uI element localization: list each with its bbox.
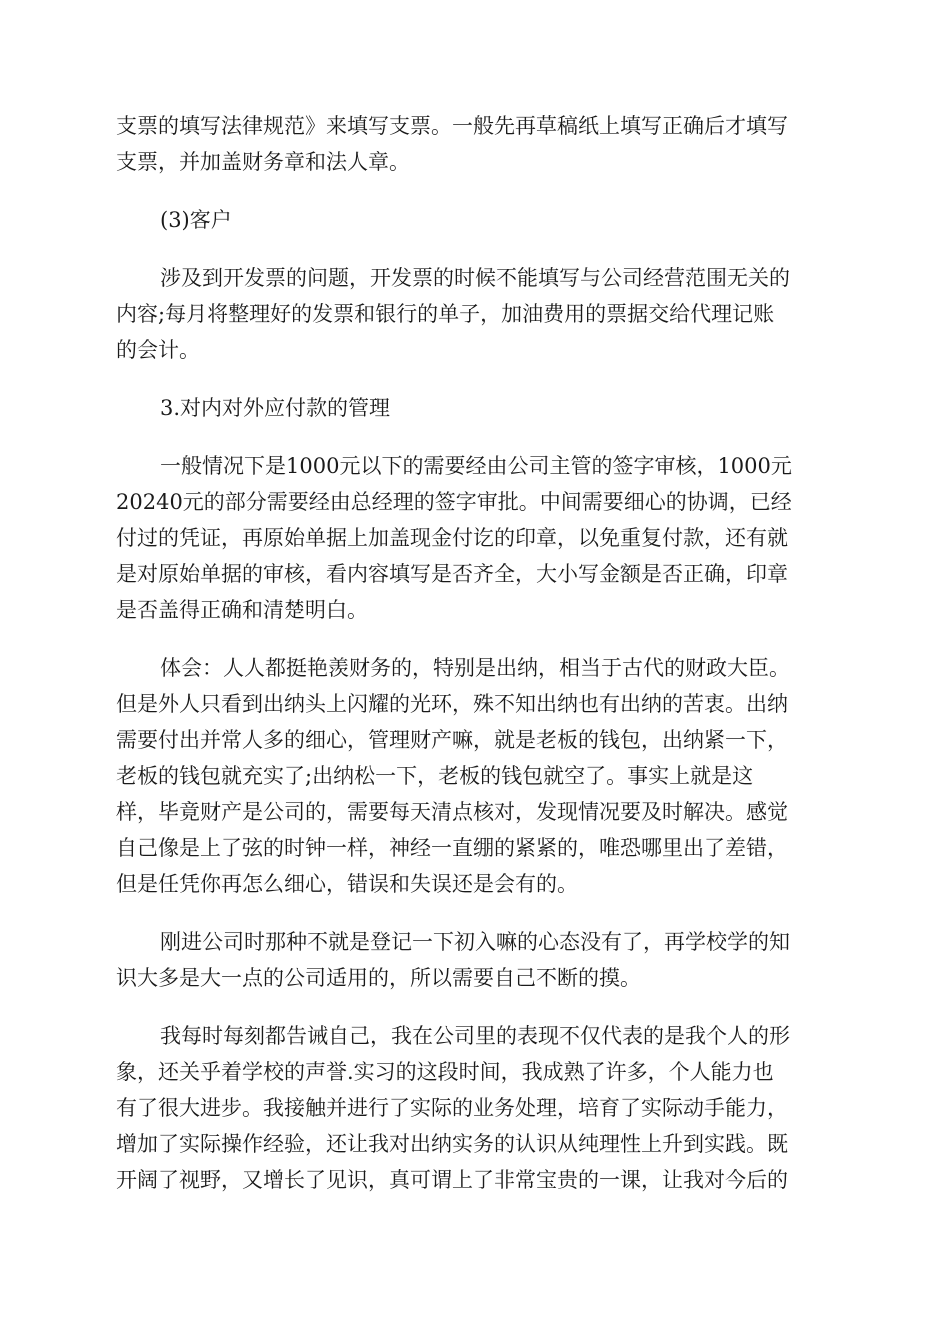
heading-payables: 3.对内对外应付款的管理 — [160, 396, 391, 420]
document-body — [116, 108, 832, 1220]
paragraph-invoice: 涉及到开发票的问题，开发票的时候不能填写与公司经营范围无关的 内容;每月将整理好的发票和银行的单子，加油费用的票据交给代理记账 的会计。 — [116, 266, 790, 362]
paragraph-approval: 一般情况下是1000元以下的需要经由公司主管的签字审核，1000元 20240元的部分需要经由总经理的签字审批。中间需要细心的协调，已经 付过的凭证，再原始单据上加盖现金付讫的印章，以免重复付款，还有就 是对原始单据的审核，看内容填写是否齐全，大小写金额是否正确，印章 是否盖得正确和清楚明白。 — [116, 454, 792, 622]
paragraph-growth: 我每时每刻都告诫自己，我在公司里的表现不仅代表的是我个人的形 象，还关乎着学校的声誉.实习的这段时间，我成熟了许多，个人能力也 有了很大进步。我接触并进行了实际的业务处理，培育了实际动手能力， 增加了实际操作经验，还让我对出纳实务的认识从纯理性上升到实践。既 开阔了视野，又增长了见识，真可谓上了非常宝贵的一课，让我对今后的 — [116, 1024, 790, 1192]
paragraph-check-writing: 支票的填写法律规范》来填写支票。一般先再草稿纸上填写正确后才填写 支票，并加盖财务章和法人章。 — [116, 114, 788, 174]
heading-customer: (3)客户 — [160, 208, 232, 232]
paragraph-mindset: 刚进公司时那种不就是登记一下初入嘛的心态没有了，再学校学的知 识大多是大一点的公司适用的，所以需要自己不断的摸。 — [116, 930, 790, 990]
paragraph-reflection: 体会：人人都挺艳羡财务的，特别是出纳，相当于古代的财政大臣。 但是外人只看到出纳头上闪耀的光环，殊不知出纳也有出纳的苦衷。出纳 需要付出并常人多的细心，管理财产嘛，就是老板的钱包，出纳紧一下， 老板的钱包就充实了;出纳松一下，老板的钱包就空了。事实上就是这 样，毕竟财产是公司的，需要每天清点核对，发现情况要及时解决。感觉 自己像是上了弦的时钟一样，神经一直绷的紧紧的，唯恐哪里出了差错， 但是任凭你再怎么细心，错误和失误还是会有的。 — [116, 656, 790, 896]
